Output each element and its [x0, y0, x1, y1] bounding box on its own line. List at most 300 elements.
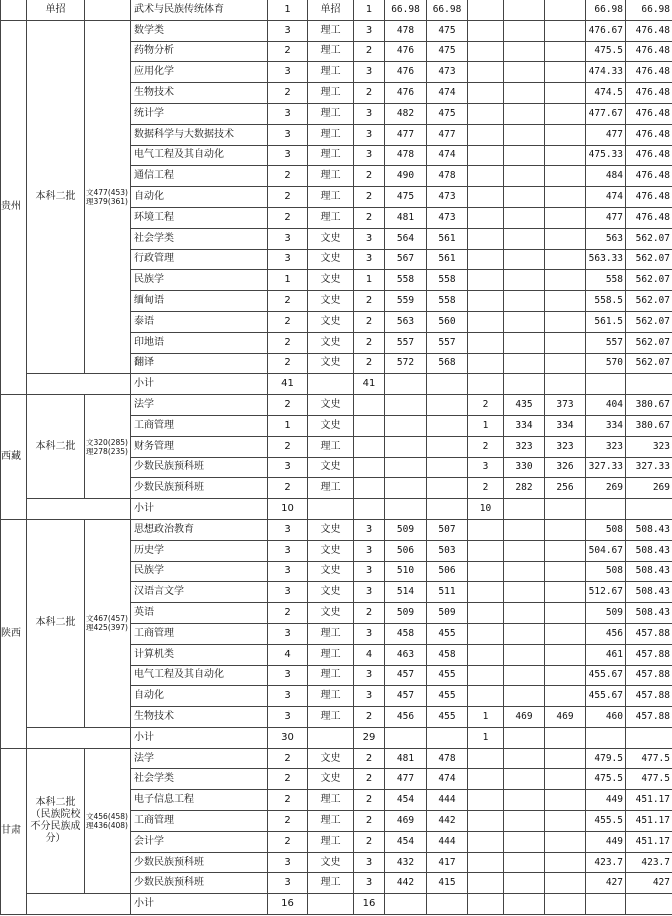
avg-score-cell: 455.67 [586, 686, 626, 707]
ref-score-cell: 457.88 [626, 665, 672, 686]
avg-score-cell: 558 [586, 270, 626, 291]
min-score-2-cell: 469 [545, 707, 586, 728]
ref-score-cell: 508.43 [626, 519, 672, 540]
max-score-cell: 458 [385, 623, 427, 644]
category-cell: 文史 [308, 519, 354, 540]
max-score-cell: 509 [385, 603, 427, 624]
ref-score-cell: 457.88 [626, 644, 672, 665]
enrolled-2-cell: 10 [468, 499, 504, 520]
major-cell: 会计学 [131, 831, 268, 852]
category-cell: 理工 [308, 20, 354, 41]
major-cell: 法学 [131, 395, 268, 416]
major-cell: 自动化 [131, 686, 268, 707]
enrolled-cell: 2 [354, 207, 385, 228]
major-cell: 电气工程及其自动化 [131, 145, 268, 166]
avg-score-cell: 475.5 [586, 769, 626, 790]
ref-score-cell: 476.48 [626, 166, 672, 187]
enrolled-cell [354, 395, 385, 416]
min-score-cell: 455 [427, 686, 468, 707]
min-score-cell: 558 [427, 270, 468, 291]
plan-cell: 2 [268, 769, 308, 790]
min-score-cell: 455 [427, 623, 468, 644]
ref-score-cell: 508.43 [626, 561, 672, 582]
category-cell: 理工 [308, 41, 354, 62]
category-cell: 理工 [308, 103, 354, 124]
category-cell: 文史 [308, 353, 354, 374]
enrolled-cell: 29 [354, 727, 385, 748]
enrolled-2-cell [468, 811, 504, 832]
enrolled-2-cell [468, 894, 504, 915]
plan-cell: 3 [268, 561, 308, 582]
min-score-2-cell [545, 623, 586, 644]
min-score-cell: 557 [427, 332, 468, 353]
category-cell: 文史 [308, 561, 354, 582]
min-score-cell: 511 [427, 582, 468, 603]
enrolled-2-cell [468, 311, 504, 332]
max-score-cell: 456 [385, 707, 427, 728]
ref-score-cell: 477.5 [626, 748, 672, 769]
min-score-cell [427, 457, 468, 478]
ref-score-cell: 451.17 [626, 831, 672, 852]
category-cell: 文史 [308, 540, 354, 561]
plan-cell: 3 [268, 228, 308, 249]
batch-cell: 本科二批 [27, 519, 85, 727]
category-cell: 理工 [308, 686, 354, 707]
enrolled-2-cell [468, 623, 504, 644]
min-score-2-cell [545, 166, 586, 187]
plan-cell: 41 [268, 374, 308, 395]
max-score-cell: 478 [385, 145, 427, 166]
enrolled-cell: 16 [354, 894, 385, 915]
max-score-cell: 475 [385, 187, 427, 208]
avg-score-cell: 334 [586, 415, 626, 436]
ref-score-cell: 476.48 [626, 20, 672, 41]
plan-cell: 3 [268, 540, 308, 561]
category-cell: 理工 [308, 478, 354, 499]
min-score-cell: 442 [427, 811, 468, 832]
enrolled-2-cell [468, 291, 504, 312]
major-cell: 自动化 [131, 187, 268, 208]
avg-score-cell: 66.98 [586, 0, 626, 20]
major-cell: 财务管理 [131, 436, 268, 457]
plan-cell: 2 [268, 603, 308, 624]
plan-cell: 10 [268, 499, 308, 520]
category-cell: 理工 [308, 644, 354, 665]
plan-cell: 16 [268, 894, 308, 915]
min-score-cell: 475 [427, 103, 468, 124]
plan-cell: 3 [268, 873, 308, 894]
enrolled-cell: 2 [354, 707, 385, 728]
min-score-cell: 444 [427, 790, 468, 811]
plan-cell: 30 [268, 727, 308, 748]
major-cell: 环境工程 [131, 207, 268, 228]
enrolled-2-cell: 1 [468, 727, 504, 748]
major-cell: 武术与民族传统体育 [131, 0, 268, 20]
enrolled-2-cell [468, 582, 504, 603]
plan-cell: 2 [268, 478, 308, 499]
table-row [1, 395, 672, 416]
subtotal-row [1, 499, 672, 520]
min-score-2-cell [545, 62, 586, 83]
min-score-2-cell: 373 [545, 395, 586, 416]
min-score-cell: 473 [427, 207, 468, 228]
major-cell: 思想政治教育 [131, 519, 268, 540]
max-score-2-cell [504, 228, 545, 249]
enrolled-cell: 3 [354, 665, 385, 686]
ref-score-cell: 508.43 [626, 603, 672, 624]
plan-cell: 3 [268, 707, 308, 728]
control-line-cell: 文456(458) 理436(408) [85, 748, 131, 894]
enrolled-2-cell [468, 852, 504, 873]
category-cell: 理工 [308, 873, 354, 894]
avg-score-cell: 460 [586, 707, 626, 728]
enrolled-2-cell [468, 20, 504, 41]
plan-cell: 1 [268, 0, 308, 20]
enrolled-2-cell [468, 207, 504, 228]
avg-score-cell: 509 [586, 603, 626, 624]
min-score-2-cell [545, 811, 586, 832]
avg-score-cell: 474.5 [586, 83, 626, 104]
min-score-cell: 561 [427, 249, 468, 270]
max-score-2-cell: 334 [504, 415, 545, 436]
max-score-2-cell [504, 769, 545, 790]
max-score-2-cell [504, 166, 545, 187]
min-score-cell: 509 [427, 603, 468, 624]
subtotal-row [1, 894, 672, 915]
enrolled-cell: 41 [354, 374, 385, 395]
enrolled-2-cell [468, 665, 504, 686]
enrolled-2-cell [468, 873, 504, 894]
max-score-2-cell: 435 [504, 395, 545, 416]
min-score-cell: 507 [427, 519, 468, 540]
ref-score-cell: 451.17 [626, 811, 672, 832]
table-row [1, 519, 672, 540]
category-cell: 理工 [308, 665, 354, 686]
min-score-cell [427, 415, 468, 436]
max-score-2-cell [504, 582, 545, 603]
min-score-2-cell [545, 83, 586, 104]
avg-score-cell: 476.67 [586, 20, 626, 41]
major-cell: 社会学类 [131, 769, 268, 790]
min-score-cell [427, 478, 468, 499]
ref-score-cell: 508.43 [626, 582, 672, 603]
max-score-cell: 510 [385, 561, 427, 582]
category-cell: 理工 [308, 124, 354, 145]
ref-score-cell: 562.07 [626, 332, 672, 353]
max-score-2-cell [504, 103, 545, 124]
max-score-2-cell [504, 83, 545, 104]
ref-score-cell: 476.48 [626, 62, 672, 83]
avg-score-cell: 269 [586, 478, 626, 499]
enrolled-cell: 3 [354, 103, 385, 124]
category-cell: 文史 [308, 270, 354, 291]
max-score-cell: 476 [385, 62, 427, 83]
avg-score-cell: 423.7 [586, 852, 626, 873]
category-cell: 文史 [308, 748, 354, 769]
subtotal-label: 小计 [131, 499, 268, 520]
max-score-2-cell [504, 873, 545, 894]
major-cell: 社会学类 [131, 228, 268, 249]
major-cell: 少数民族预科班 [131, 478, 268, 499]
max-score-2-cell: 469 [504, 707, 545, 728]
max-score-cell: 457 [385, 665, 427, 686]
enrolled-cell: 2 [354, 166, 385, 187]
plan-cell: 2 [268, 41, 308, 62]
avg-score-cell: 512.67 [586, 582, 626, 603]
ref-score-cell: 66.98 [626, 0, 672, 20]
enrolled-cell: 3 [354, 145, 385, 166]
plan-cell: 3 [268, 852, 308, 873]
max-score-cell: 490 [385, 166, 427, 187]
plan-cell: 2 [268, 790, 308, 811]
enrolled-cell: 1 [354, 0, 385, 20]
min-score-2-cell [545, 769, 586, 790]
avg-score-cell: 404 [586, 395, 626, 416]
min-score-cell: 560 [427, 311, 468, 332]
ref-score-cell: 451.17 [626, 790, 672, 811]
avg-score-cell: 474.33 [586, 62, 626, 83]
ref-score-cell: 327.33 [626, 457, 672, 478]
category-cell: 文史 [308, 291, 354, 312]
min-score-2-cell [545, 831, 586, 852]
min-score-2-cell [545, 748, 586, 769]
major-cell: 工商管理 [131, 415, 268, 436]
max-score-cell: 506 [385, 540, 427, 561]
min-score-2-cell [545, 852, 586, 873]
min-score-cell: 473 [427, 187, 468, 208]
plan-cell: 3 [268, 457, 308, 478]
min-score-2-cell [545, 873, 586, 894]
enrolled-cell: 3 [354, 20, 385, 41]
enrolled-cell: 3 [354, 124, 385, 145]
avg-score-cell: 570 [586, 353, 626, 374]
ref-score-cell: 457.88 [626, 686, 672, 707]
min-score-cell: 417 [427, 852, 468, 873]
enrolled-cell: 1 [354, 270, 385, 291]
plan-cell: 2 [268, 291, 308, 312]
min-score-2-cell [545, 644, 586, 665]
avg-score-cell: 561.5 [586, 311, 626, 332]
table-row [1, 748, 672, 769]
enrolled-cell: 3 [354, 686, 385, 707]
min-score-2-cell: 323 [545, 436, 586, 457]
enrolled-2-cell: 1 [468, 415, 504, 436]
plan-cell: 3 [268, 519, 308, 540]
enrolled-2-cell [468, 561, 504, 582]
ref-score-cell: 380.67 [626, 415, 672, 436]
max-score-cell: 558 [385, 270, 427, 291]
enrolled-2-cell [468, 62, 504, 83]
avg-score-cell: 475.33 [586, 145, 626, 166]
enrolled-2-cell [468, 644, 504, 665]
min-score-cell: 458 [427, 644, 468, 665]
enrolled-cell: 2 [354, 291, 385, 312]
min-score-cell: 478 [427, 166, 468, 187]
min-score-cell: 475 [427, 41, 468, 62]
min-score-cell: 503 [427, 540, 468, 561]
max-score-cell: 482 [385, 103, 427, 124]
plan-cell: 3 [268, 665, 308, 686]
max-score-2-cell [504, 540, 545, 561]
enrolled-cell: 3 [354, 623, 385, 644]
max-score-2-cell [504, 561, 545, 582]
min-score-cell: 568 [427, 353, 468, 374]
min-score-cell [427, 395, 468, 416]
max-score-cell: 564 [385, 228, 427, 249]
enrolled-2-cell [468, 686, 504, 707]
plan-cell: 3 [268, 20, 308, 41]
category-cell: 文史 [308, 603, 354, 624]
max-score-cell: 567 [385, 249, 427, 270]
min-score-2-cell [545, 519, 586, 540]
avg-score-cell: 557 [586, 332, 626, 353]
plan-cell: 3 [268, 62, 308, 83]
max-score-2-cell [504, 665, 545, 686]
ref-score-cell: 323 [626, 436, 672, 457]
avg-score-cell: 504.67 [586, 540, 626, 561]
min-score-2-cell [545, 686, 586, 707]
ref-score-cell: 476.48 [626, 124, 672, 145]
ref-score-cell: 476.48 [626, 187, 672, 208]
ref-score-cell: 477.5 [626, 769, 672, 790]
max-score-2-cell [504, 249, 545, 270]
enrolled-2-cell [468, 124, 504, 145]
plan-cell: 3 [268, 623, 308, 644]
enrolled-2-cell [468, 145, 504, 166]
major-cell: 工商管理 [131, 623, 268, 644]
max-score-2-cell [504, 644, 545, 665]
avg-score-cell: 563 [586, 228, 626, 249]
province-cell: 贵州 [1, 20, 27, 394]
plan-cell: 2 [268, 311, 308, 332]
ref-score-cell: 427 [626, 873, 672, 894]
plan-cell: 3 [268, 103, 308, 124]
enrolled-2-cell [468, 166, 504, 187]
enrolled-cell [354, 499, 385, 520]
max-score-cell: 432 [385, 852, 427, 873]
enrolled-cell: 3 [354, 873, 385, 894]
max-score-cell: 559 [385, 291, 427, 312]
plan-cell: 3 [268, 249, 308, 270]
max-score-cell: 463 [385, 644, 427, 665]
category-cell: 单招 [308, 0, 354, 20]
plan-cell: 2 [268, 811, 308, 832]
avg-score-cell: 449 [586, 831, 626, 852]
major-cell: 民族学 [131, 561, 268, 582]
min-score-cell: 474 [427, 145, 468, 166]
avg-score-cell: 558.5 [586, 291, 626, 312]
max-score-cell: 476 [385, 41, 427, 62]
min-score-cell [427, 436, 468, 457]
max-score-2-cell [504, 270, 545, 291]
min-score-cell: 66.98 [427, 0, 468, 20]
enrolled-2-cell: 1 [468, 707, 504, 728]
plan-cell: 2 [268, 83, 308, 104]
max-score-cell: 563 [385, 311, 427, 332]
enrolled-cell: 2 [354, 831, 385, 852]
min-score-2-cell: 326 [545, 457, 586, 478]
category-cell: 理工 [308, 187, 354, 208]
plan-cell: 2 [268, 187, 308, 208]
min-score-2-cell: 256 [545, 478, 586, 499]
max-score-cell: 454 [385, 831, 427, 852]
ref-score-cell: 508.43 [626, 540, 672, 561]
major-cell: 药物分析 [131, 41, 268, 62]
category-cell: 文史 [308, 332, 354, 353]
category-cell: 理工 [308, 62, 354, 83]
category-cell: 理工 [308, 707, 354, 728]
plan-cell: 3 [268, 145, 308, 166]
major-cell: 翻译 [131, 353, 268, 374]
enrolled-cell: 2 [354, 332, 385, 353]
avg-score-cell: 456 [586, 623, 626, 644]
plan-cell: 2 [268, 353, 308, 374]
max-score-2-cell [504, 187, 545, 208]
ref-score-cell: 269 [626, 478, 672, 499]
avg-score-cell: 479.5 [586, 748, 626, 769]
table-body [1, 0, 672, 915]
ref-score-cell: 562.07 [626, 270, 672, 291]
category-cell: 理工 [308, 145, 354, 166]
max-score-2-cell [504, 603, 545, 624]
avg-score-cell: 427 [586, 873, 626, 894]
enrolled-cell: 2 [354, 769, 385, 790]
enrolled-cell: 2 [354, 811, 385, 832]
enrolled-cell: 3 [354, 561, 385, 582]
enrolled-2-cell [468, 769, 504, 790]
table-row [1, 20, 672, 41]
major-cell: 民族学 [131, 270, 268, 291]
max-score-cell: 477 [385, 124, 427, 145]
major-cell: 生物技术 [131, 83, 268, 104]
category-cell: 文史 [308, 228, 354, 249]
major-cell: 印地语 [131, 332, 268, 353]
max-score-2-cell [504, 311, 545, 332]
min-score-cell: 477 [427, 124, 468, 145]
enrolled-2-cell [468, 228, 504, 249]
plan-cell: 3 [268, 124, 308, 145]
min-score-2-cell: 334 [545, 415, 586, 436]
major-cell: 汉语言文学 [131, 582, 268, 603]
plan-cell: 1 [268, 415, 308, 436]
ref-score-cell: 562.07 [626, 228, 672, 249]
category-cell: 文史 [308, 249, 354, 270]
enrolled-2-cell [468, 831, 504, 852]
min-score-2-cell [545, 311, 586, 332]
max-score-2-cell [504, 790, 545, 811]
category-cell: 理工 [308, 207, 354, 228]
category-cell: 文史 [308, 457, 354, 478]
major-cell: 统计学 [131, 103, 268, 124]
max-score-cell [385, 395, 427, 416]
table-row [1, 0, 672, 20]
enrolled-cell [354, 415, 385, 436]
max-score-cell: 477 [385, 769, 427, 790]
avg-score-cell: 323 [586, 436, 626, 457]
max-score-2-cell [504, 41, 545, 62]
max-score-2-cell [504, 124, 545, 145]
min-score-2-cell [545, 603, 586, 624]
min-score-2-cell [545, 20, 586, 41]
plan-cell: 3 [268, 582, 308, 603]
ref-score-cell: 476.48 [626, 103, 672, 124]
ref-score-cell: 423.7 [626, 852, 672, 873]
enrolled-2-cell [468, 790, 504, 811]
enrolled-2-cell [468, 249, 504, 270]
enrolled-2-cell: 3 [468, 457, 504, 478]
min-score-2-cell [545, 561, 586, 582]
min-score-cell: 561 [427, 228, 468, 249]
